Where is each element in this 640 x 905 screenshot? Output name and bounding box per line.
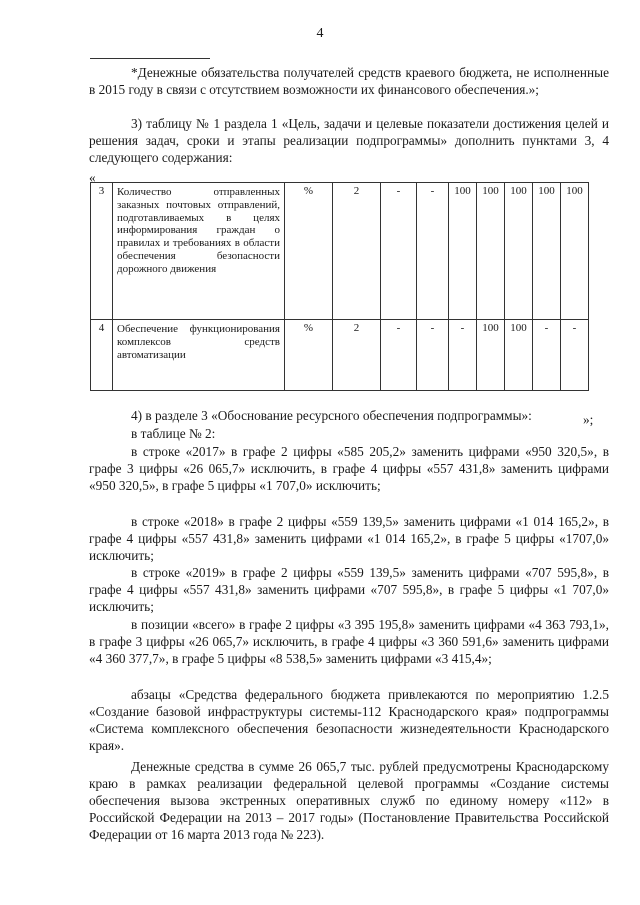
quote-close: »; — [583, 412, 594, 427]
page-number: 4 — [316, 26, 324, 41]
value-cell: 100 — [477, 320, 505, 391]
footnote-text: *Денежные обязательства получателей средств краевого бюджета, не исполненные в 2015 году в связи с отсутствием возможности их финансового обеспечения.»; — [89, 65, 609, 97]
quote-open: « — [89, 170, 96, 185]
indicators-table — [90, 182, 589, 391]
row-number: 3 — [91, 183, 113, 320]
value-cell: - — [449, 320, 477, 391]
paragraph-2019: в строке «2019» в графе 2 цифры «559 139,5» заменить цифрами «707 595,8», в графе 4 цифры «557 431,8» заменить цифрами «707 595,8», в графе 5 цифры «1 707,0» исключить; — [89, 565, 609, 614]
value-cell: 100 — [449, 183, 477, 320]
value-cell: - — [381, 183, 417, 320]
paragraph-total: в позиции «всего» в графе 2 цифры «3 395 195,8» заменить цифрами «4 363 793,1», в графе 3 цифры «26 065,7» исключить, в графе 4 цифры «3 360 591,6» заменить цифрами «4 360 377,7», в графе 5 цифры «8 538,5» заменить цифрами «3 415,4»; — [89, 617, 609, 666]
unit-cell: % — [285, 320, 333, 391]
table-row — [91, 320, 589, 391]
paragraph-funds: Денежные средства в сумме 26 065,7 тыс. рублей предусмотрены Краснодарскому краю в рамках реализации федеральной целевой программы «Создание системы обеспечения вызова экстренных оперативных служб по единому номеру «112» в Российской Федерации на 2013 – 2017 годы» (Постановление Правительства Российской Федерации от 16 марта 2013 года № 223). — [89, 759, 609, 842]
paragraph-federal: абзацы «Средства федерального бюджета привлекаются по мероприятию 1.2.5 «Создание базовой инфраструктуры системы-112 Краснодарского края» подпрограммы «Система комплексного обеспечения безопасности жизнедеятельности Краснодарского края». — [89, 687, 609, 753]
unit-cell: % — [285, 183, 333, 320]
table-row — [91, 183, 589, 320]
table-2-intro: в таблице № 2: — [131, 426, 216, 441]
indicator-name: Обеспечение функционирования комплексов средств автоматизации — [113, 320, 285, 391]
value-cell: 2 — [333, 320, 381, 391]
paragraph-2018: в строке «2018» в графе 2 цифры «559 139,5» заменить цифрами «1 014 165,2», в графе 4 цифры «557 431,8» заменить цифрами «1 014 165,2», в графе 5 цифры «1707,0» исключить; — [89, 514, 609, 563]
paragraph-2017: в строке «2017» в графе 2 цифры «585 205,2» заменить цифрами «950 320,5», в графе 3 цифры «26 065,7» исключить, в графе 4 цифры «557 431,8» заменить цифрами «950 320,5», в графе 5 цифры «1 707,0» исключить; — [89, 444, 609, 493]
footnote-separator — [90, 58, 210, 59]
item-4-intro: 4) в разделе 3 «Обоснование ресурсного обеспечения подпрограммы»: — [131, 408, 532, 423]
value-cell: 100 — [477, 183, 505, 320]
value-cell: - — [417, 320, 449, 391]
value-cell: 100 — [533, 183, 561, 320]
indicator-name: Количество отправленных заказных почтовых отправлений, подготавливаемых в целях информирования граждан о правилах и требованиях в области обеспечения безопасности дорожного движения — [113, 183, 285, 320]
value-cell: - — [533, 320, 561, 391]
item-3-intro: 3) таблицу № 1 раздела 1 «Цель, задачи и целевые показатели достижения целей и решения задач, сроки и этапы реализации подпрограммы» дополнить пунктами 3, 4 следующего содержания: — [89, 116, 609, 165]
row-number: 4 — [91, 320, 113, 391]
value-cell: 100 — [505, 183, 533, 320]
value-cell: - — [561, 320, 589, 391]
value-cell: 100 — [561, 183, 589, 320]
value-cell: - — [381, 320, 417, 391]
value-cell: 2 — [333, 183, 381, 320]
value-cell: - — [417, 183, 449, 320]
value-cell: 100 — [505, 320, 533, 391]
